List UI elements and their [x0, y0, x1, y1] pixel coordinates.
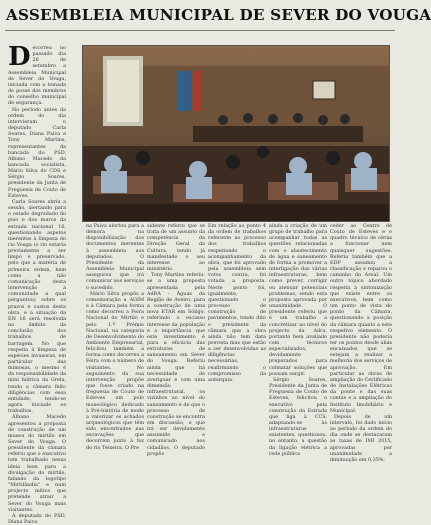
- paragraph: ceder ao Centro de Couto de Esteves e o quadro técnico de obras a funcionar nem quaisquer sugestões. Referiu também que a EDP assumiu a classificação e reparou o caminho do Areal. Um outro tópico abordado respeita à sintonização que existe entre os executivos, bem como um ponto de vista do ponto da Câmara, questionando a posição da câmara quanto a este respetivo elemento. O presidente não poderia ter os pontos desde aliás encaixados que se estejam a realizar a melhoria dos serviços de aprovação. Em particular as obras de ampliação do Certificado de Instalações Elétricas da ponte e das suas contas e a ampliação do Instituto Imobiliário e Municipal.: [330, 223, 393, 414]
- paragraph: A deputada do PSD, Diana Paiva: [8, 512, 66, 525]
- article-column-2: [86, 223, 144, 451]
- article-column-1: [8, 42, 66, 525]
- article-column-5: [269, 223, 327, 457]
- paragraph: Albano Macedo apresentou a proposta de construção de um museu do mirtilo em Sever do Vouga. O presidente da câmara referiu que o executivo tem trabalhado nessa ideia bem para a divulgação do mirtilo, falando da logotipo "Mirtilândia" e num projecto mítico que pretende atrair a Sever do Vouga mais visitantes.: [8, 414, 66, 513]
- paragraph: ainda a criação de um grupo de trabalho para acompanhar todas as questões relacionadas com o abastecimento de água e saneamento de forma a promover a interligação das várias infraestruturas, bem como prever, corrigir ou atenuar potenciais problemas, sendo esta proposta aprovada por unanimidade. O presidente referiu que é um trabalho a concretizar ao nível do projecto da Adra, portanto bem avaliado com técnicos especializados, devidamente preparados para colmatar soluções que possam surgir.: [269, 223, 327, 377]
- paragraph: Sérgio Soares, Presidente da Junta de Freguesia de Couto de Esteves, felicitou o executivo pela construção da Estrada que liga à CCS, adaptando-se às infraestruturas existentes, questionou, no entanto, a questão da ligação elétrica a rede pública: [269, 376, 327, 457]
- article-column-6: [330, 223, 393, 463]
- assembly-photo-illustration: [83, 46, 389, 221]
- paragraph: na Paiva alertou para a demora na disponibilização dos documentos inerentes à assembleia aos deputados. O Presidente da Assembleia Municipal assegurou que irá comunicar aos serviços o sucedido.: [86, 223, 144, 291]
- paragraph: Depois de um intervalo, foi dado início ao período da ordem do dia onde se destacaram as taxas de IMI 2015, aprovadas por unanimidade a diminuição em 0,35%.: [330, 413, 392, 463]
- paragraph: Em relação ao ponto 4 da ordem de trabalhos referente ao processo dos trabalhos respeitando o acompanhamento da obra, que foi aprovado pela assembleia sem votos contra, foi votada a proposta. Neste ponto foi, igualmente, questionado o processo de construção de pavimentos, tendo dito o presidente da câmara que a obra ainda não tem data prevista mas que estão a ser desenvolvidas as diligências necessárias, reafirmando o compromisso da autarquia.: [208, 223, 266, 383]
- paragraph: Carla Soares abriu a sessão, alertando para o estado degradado do piso e dos muros da estrada nacional 16, questionando aspetos inerentes à limpeza do rio Vouga (o rio estaria previamente a ser limpo e preservado, pelo que a matéria de primeira ordem, bem como a não comunicação desta intervenção à comunidade a qual perguntou) sobre os prazos e custos desta obra, e a situação da EN 16 será resolvida no âmbito da conclusão dos trabalhos de barragem. No que respeita à limpeza de espécies invasoras, em particular das mimosas, o mesmo é da responsabilidade da mini hídrica da Grela, tendo a câmara feito diligências com essa entidade, tendo-se agora iniciado os trabalhos.: [8, 198, 66, 415]
- article-column-3: [147, 223, 206, 457]
- paragraph: No período antes da ordem do dia intervieram o deputado Carla Soares, Diana Paiva e Tony Martins, representantes da bancada do PSD, Albano Macedo da bancada socialista, Mário Silva do CDS e Sérgio Soares, presidente da Junta de Freguesia de Couto de Esteves.: [8, 106, 66, 199]
- assembly-photo: [82, 45, 390, 222]
- paragraph: Mário Silva propôs a comemoração a AGIM e à Câmara pela forma como decorreu a Feira Nacional do Mirtilo e pelo 1.º Prémio Nacional, na categoria de Desenvolvimento do Ambiente Empresarial, felicitou também a forma como decorreu a Feira com o número de visitantes. No seguimento da sua intervenção propõe que fosse criado na freguesia de Couto de Esteves um polo museológico dedicado à Pré-história de modo a valorizar os achados arqueológicos que têm sido encontrados nas escavações que decorrem junto à foz do rio Teixeira. O Pre: [86, 290, 144, 451]
- drop-cap: D: [8, 42, 31, 72]
- paragraph: Tony Martins referiu-se a uma proposta apresentada pela AdRA - Águas da Região de Aveiro, para a construção de uma nova ETAR em Sóligo, referindo o escasso interesse da população e a importância que este investimento é para a eficácia das estruturas de saneamento em Sever do Vouga. Referiu ainda que há necessidade de averiguar e com uma dimensão infraestrutural, os vizinhos ao nível do saneamento e de que o processo de construção se encontra em discussão, o que irá ser devidamente assumido e comunicado aos cidadãos. O deputado propôs: [147, 272, 206, 457]
- paragraph: ecorreu no passado dia 26 de setembro a Assembleia Municipal de Sever do Vouga, iniciada com a tomada de posse dos membros do conselho municipal de segurança.: [8, 45, 66, 107]
- title-rule: [5, 30, 395, 31]
- article-column-4: [208, 223, 266, 421]
- article-title: ASSEMBLEIA MUNICIPAL DE SEVER DO VOUGA: [6, 6, 431, 24]
- paragraph: sidente referiu que se trata de um assunto da competência da Direção Geral da Cultura, tendo já manifestado o seu interesse ao ministério.: [147, 223, 205, 273]
